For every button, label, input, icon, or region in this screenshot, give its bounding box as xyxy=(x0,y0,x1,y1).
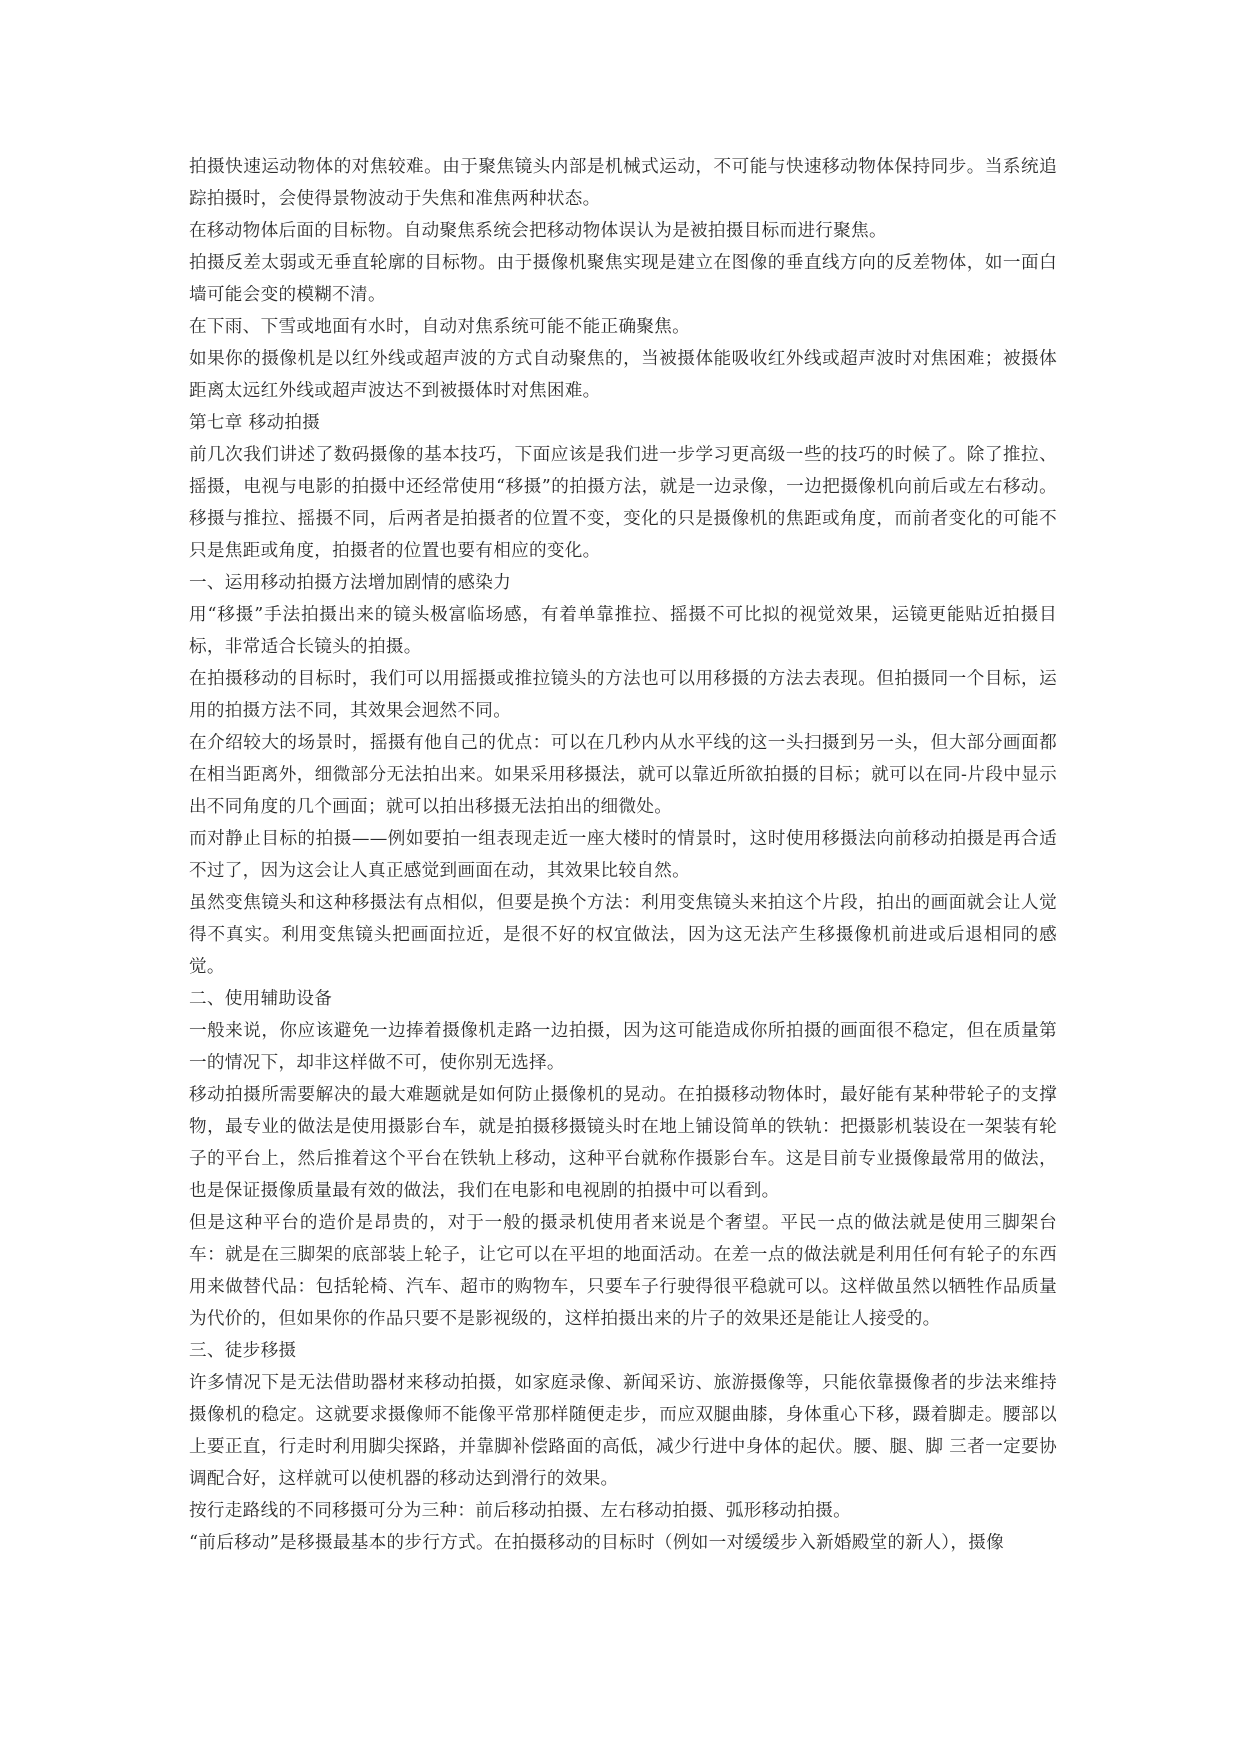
section-heading: 三、徒步移摄 xyxy=(189,1341,297,1361)
paragraph: 而对静止目标的拍摄——例如要拍一组表现走近一座大楼时的情景时，这时使用移摄法向前移动拍摄是再合适不过了，因为这会让人真正感觉到画面在动，其效果比较自然。 xyxy=(189,829,1057,881)
paragraph: 虽然变焦镜头和这种移摄法有点相似，但要是换个方法：利用变焦镜头来拍这个片段，拍出的画面就会让人觉得不真实。利用变焦镜头把画面拉近，是很不好的权宜做法，因为这无法产生移摄像机前进或后退相同的感觉。 xyxy=(189,893,1057,977)
chapter-heading: 第七章 移动拍摄 xyxy=(189,413,321,433)
paragraph: 按行走路线的不同移摄可分为三种：前后移动拍摄、左右移动拍摄、弧形移动拍摄。 xyxy=(189,1501,852,1521)
paragraph: 在下雨、下雪或地面有水时，自动对焦系统可能不能正确聚焦。 xyxy=(189,317,691,337)
paragraph: 拍摄快速运动物体的对焦较难。由于聚焦镜头内部是机械式运动，不可能与快速移动物体保持同步。当系统追踪拍摄时，会使得景物波动于失焦和准焦两种状态。 xyxy=(189,157,1057,209)
document-page xyxy=(189,151,1057,1559)
paragraph: 在介绍较大的场景时，摇摄有他自己的优点：可以在几秒内从水平线的这一头扫摄到另一头，但大部分画面都在相当距离外，细微部分无法拍出来。如果采用移摄法，就可以靠近所欲拍摄的目标；就可以在同-片段中显示出不同角度的几个画面；就可以拍出移摄无法拍出的细微处。 xyxy=(189,733,1057,817)
section-heading: 一、运用移动拍摄方法增加剧情的感染力 xyxy=(189,573,512,593)
paragraph: 许多情况下是无法借助器材来移动拍摄，如家庭录像、新闻采访、旅游摄像等，只能依靠摄像者的步法来维持摄像机的稳定。这就要求摄像师不能像平常那样随便走步，而应双腿曲膝，身体重心下移，蹑着脚走。腰部以上要正直，行走时利用脚尖探路，并靠脚补偿路面的高低，减少行进中身体的起伏。腰、腿、脚 三者一定要协调配合好，这样就可以使机器的移动达到滑行的效果。 xyxy=(189,1373,1057,1489)
paragraph: 用“移摄”手法拍摄出来的镜头极富临场感，有着单靠推拉、摇摄不可比拟的视觉效果，运镜更能贴近拍摄目标，非常适合长镜头的拍摄。 xyxy=(189,605,1057,657)
paragraph: 前几次我们讲述了数码摄像的基本技巧，下面应该是我们进一步学习更高级一些的技巧的时候了。除了推拉、摇摄，电视与电影的拍摄中还经常使用“移摄”的拍摄方法，就是一边录像，一边把摄像机向前后或左右移动。移摄与推拉、摇摄不同，后两者是拍摄者的位置不变，变化的只是摄像机的焦距或角度，而前者变化的可能不只是焦距或角度，拍摄者的位置也要有相应的变化。 xyxy=(189,445,1057,561)
section-heading: 二、使用辅助设备 xyxy=(189,989,333,1009)
paragraph: 在移动物体后面的目标物。自动聚焦系统会把移动物体误认为是被拍摄目标而进行聚焦。 xyxy=(189,221,887,241)
paragraph: 在拍摄移动的目标时，我们可以用摇摄或推拉镜头的方法也可以用移摄的方法去表现。但拍摄同一个目标，运用的拍摄方法不同，其效果会迥然不同。 xyxy=(189,669,1057,721)
paragraph: 移动拍摄所需要解决的最大难题就是如何防止摄像机的晃动。在拍摄移动物体时，最好能有某种带轮子的支撑物，最专业的做法是使用摄影台车，就是拍摄移摄镜头时在地上铺设简单的铁轨：把摄影机装设在一架装有轮子的平台上，然后推着这个平台在铁轨上移动，这种平台就称作摄影台车。这是目前专业摄像最常用的做法，也是保证摄像质量最有效的做法，我们在电影和电视剧的拍摄中可以看到。 xyxy=(189,1085,1057,1201)
paragraph: 拍摄反差太弱或无垂直轮廓的目标物。由于摄像机聚焦实现是建立在图像的垂直线方向的反差物体，如一面白墙可能会变的模糊不清。 xyxy=(189,253,1057,305)
paragraph: 但是这种平台的造价是昂贵的，对于一般的摄录机使用者来说是个奢望。平民一点的做法就是使用三脚架台车：就是在三脚架的底部装上轮子，让它可以在平坦的地面活动。在差一点的做法就是利用任何有轮子的东西用来做替代品：包括轮椅、汽车、超市的购物车，只要车子行驶得很平稳就可以。这样做虽然以牺牲作品质量为代价的，但如果你的作品只要不是影视级的，这样拍摄出来的片子的效果还是能让人接受的。 xyxy=(189,1213,1057,1329)
paragraph: 一般来说，你应该避免一边捧着摄像机走路一边拍摄，因为这可能造成你所拍摄的画面很不稳定，但在质量第一的情况下，却非这样做不可，使你别无选择。 xyxy=(189,1021,1057,1073)
paragraph: 如果你的摄像机是以红外线或超声波的方式自动聚焦的，当被摄体能吸收红外线或超声波时对焦困难；被摄体距离太远红外线或超声波达不到被摄体时对焦困难。 xyxy=(189,349,1057,401)
paragraph: “前后移动”是移摄最基本的步行方式。在拍摄移动的目标时（例如一对缓缓步入新婚殿堂的新人），摄像 xyxy=(189,1533,1005,1553)
